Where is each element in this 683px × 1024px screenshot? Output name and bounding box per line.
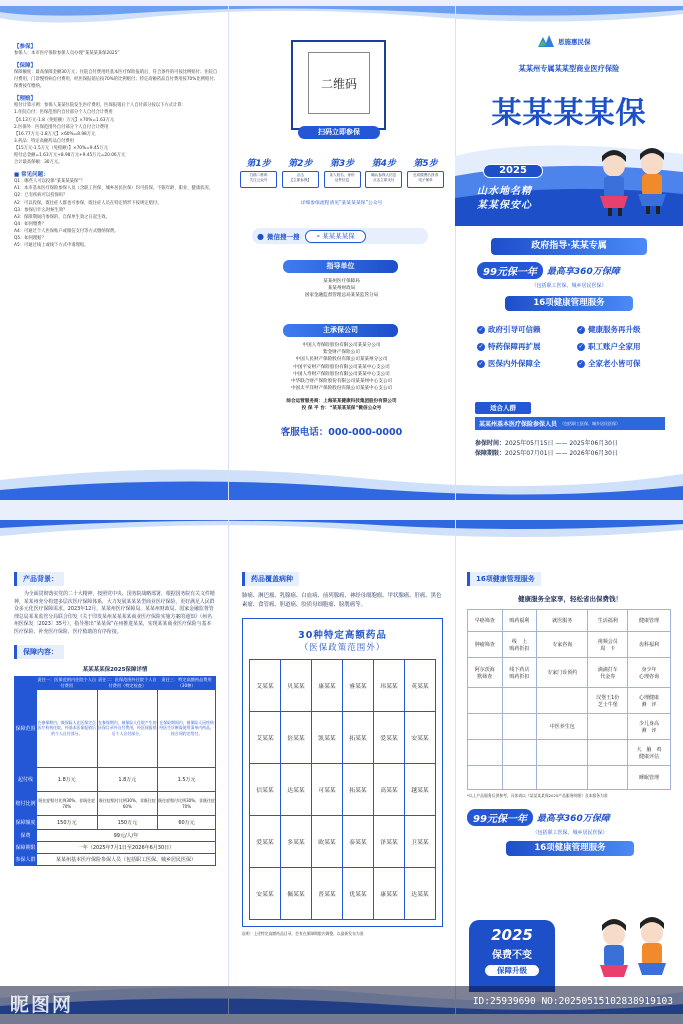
service-cell	[468, 766, 503, 790]
coverage-period-value: 2025年07月01日 —— 2026年06月30日	[505, 450, 618, 457]
wechat-search-label: 微信搜一搜	[266, 232, 300, 241]
guide-unit-label: 指导单位	[283, 260, 398, 273]
step-number: 第2步	[288, 159, 313, 169]
watermark-id: ID:25939690 NO:20250515102838919103	[472, 996, 673, 1007]
drug-panel	[228, 520, 455, 1014]
service-cell	[502, 766, 537, 790]
drug-cell: 越某某	[405, 764, 436, 816]
table-cell: 在参保期内，被保险人在医保定点医疗机构住院，经基本医保报销后的个人自付部分。	[37, 689, 98, 767]
faq-item: Q4：如何缴费？	[14, 221, 46, 227]
brochure-inner-side	[0, 520, 683, 1014]
service-cell: 身少年 心理咨询	[628, 658, 671, 688]
enroll-period-label: 参保时间：	[475, 440, 506, 447]
services-heading: 16项健康管理服务	[467, 572, 541, 586]
row-label: 保费	[15, 829, 37, 841]
qr-code-placeholder: 二维码	[308, 52, 370, 114]
row-label: 赔付比例	[15, 791, 37, 815]
service-platform: 投 保 平 台：“某某某某保”微信公众号	[301, 406, 382, 412]
drug-cell: 可某某	[312, 764, 343, 816]
table-row	[15, 815, 216, 829]
check-icon: ✓	[478, 325, 484, 333]
drug-cell: 泽某某	[374, 816, 405, 868]
fee-badge-year: 2025	[491, 926, 533, 944]
service-cell: 滴滴打车 代金券	[588, 658, 628, 688]
row-label: 参保人群	[15, 853, 37, 865]
coverage-note: （包括职工医保、城乡居民医保）	[532, 830, 608, 836]
target-people-label: 适合人群	[475, 402, 531, 414]
table-row	[468, 688, 671, 714]
row-label: 保障额度	[15, 815, 37, 829]
service-cell	[468, 714, 503, 740]
table-row	[250, 764, 436, 816]
drug-cell: 高某某	[374, 764, 405, 816]
brochure-outer-side	[0, 6, 683, 500]
faq-item: Q2：已有疾病可以投保吗？	[14, 193, 68, 199]
drug-cell: 普某某	[312, 868, 343, 920]
service-cell: 齿科福利	[628, 632, 671, 658]
faq-item: A3：保障期间内参保的，自保单生效之日起生效。	[14, 214, 110, 220]
faq-item: A4：可通过个人医保账户或微信支付等方式缴纳保费。	[14, 228, 119, 234]
drug-cell: 爱某某	[250, 816, 281, 868]
wechat-search-input[interactable]	[305, 230, 365, 243]
qr-code-frame[interactable]	[291, 40, 386, 130]
service-cell: 线 上 购药折扣	[502, 632, 537, 658]
service-cell: 肿瘤筛查	[468, 632, 503, 658]
service-cell	[468, 688, 503, 714]
insurer: 中华联合财产保险股份有限公司某某州中心支公司	[290, 379, 393, 385]
drug-box-title: 30种特定高额药品	[298, 630, 387, 641]
table-cell: 60万元	[158, 815, 216, 829]
calc-line: 3.药品：特定高额药品自付费用	[14, 138, 74, 144]
drug-cell: 信某某	[250, 764, 281, 816]
drug-cell: 安某某	[250, 868, 281, 920]
max-cover-text: 最高享360万保障	[536, 814, 610, 824]
step-number: 第1步	[246, 159, 271, 169]
service-cell	[502, 714, 537, 740]
guide-unit: 某某州医疗保障局	[323, 279, 360, 284]
table-cell: 在参保期内，被保险人住院产生的医保目录外自付费用，经医保报销后个人自付部分。	[97, 689, 158, 767]
service-cell: 中医养生包	[537, 714, 588, 740]
service-cell: 早癌筛查	[468, 610, 503, 632]
service-cell: 心理健康 测 评	[628, 688, 671, 714]
faq-item: A2：可以投保，既往症人群也可参保，既往症人员在特定情形下按规定赔付。	[14, 200, 162, 206]
search-icon: ⌕	[316, 231, 323, 240]
step-text: 录入姓名、身份 证件信息	[324, 171, 361, 188]
table-header-cell: 责任一：医保范围内住院个人自付费用	[37, 676, 97, 688]
enroll-period-value: 2025年05月15日 —— 2025年06月30日	[505, 440, 618, 447]
table-row	[250, 712, 436, 764]
drug-box-subtitle: （医保政策范围外）	[299, 643, 386, 653]
faq-item: A1：本市基本医疗保险参保人员（含职工医保、城乡居民医保）均可投保，不限年龄、职业、健康状况。	[14, 186, 214, 192]
coverage-table-title: 某某某某保2025保障详情	[82, 666, 148, 673]
service-cell: 就医服务	[537, 610, 588, 632]
step-number: 第3步	[329, 159, 355, 169]
table-row	[15, 841, 216, 853]
drug-cell: 艾某某	[250, 712, 281, 764]
cover-subtitle: 某某州专属某某型商业医疗保险	[518, 64, 620, 73]
mascot-girls-illustration	[590, 146, 678, 216]
enroll-text: 参保人：本市医疗保险参保人员办理“某某某某保2025”	[14, 51, 120, 56]
feature-item	[477, 358, 577, 369]
drug-box	[242, 618, 443, 927]
drug-cell: 爱某某	[374, 712, 405, 764]
coverage-note: （包括职工医保、城乡居民医保）	[531, 283, 607, 289]
service-cell: 生活福利	[588, 610, 628, 632]
feature-item	[577, 341, 677, 352]
step-2	[282, 156, 319, 188]
faq-item: Q5：如何理赔？	[14, 235, 46, 241]
table-row	[250, 660, 436, 712]
coverage-period-label: 保障期限：	[475, 450, 506, 457]
table-cell: 既往症赔付比例30%，非既往症70%	[37, 791, 98, 815]
phone-label: 客服电话：	[280, 427, 329, 438]
logo-text: 思施惠民保	[558, 37, 591, 46]
table-row	[468, 658, 671, 688]
background-heading: 产品背景：	[14, 572, 64, 586]
disease-heading: 药品覆盖病种	[242, 572, 299, 586]
drug-cell: 多某某	[281, 816, 312, 868]
service-cell: 专家门诊预约	[537, 658, 588, 688]
cover-panel	[455, 6, 683, 500]
drug-cell: 安某某	[405, 712, 436, 764]
table-cell: 1.8万元	[37, 767, 98, 791]
fee-badge-upgrade: 保障升级	[485, 965, 539, 976]
insurer: 中国太平洋财产保险股份有限公司某某中心支公司	[290, 386, 393, 392]
step-4	[365, 156, 402, 188]
step-1	[240, 156, 277, 188]
table-header-cell	[15, 676, 37, 689]
claim-heading: 【理赔】	[14, 96, 37, 103]
table-cell: 既往症赔付比例30%，非既往症70%	[158, 791, 216, 815]
calc-line: 【15万元-1.5万元（免赔额）】×70%=9.45万元	[14, 145, 108, 151]
wechat-search-bar[interactable]	[252, 228, 428, 244]
check-icon: ✓	[578, 325, 584, 333]
step-5	[407, 156, 444, 188]
service-cell	[588, 740, 628, 766]
max-cover-text: 最高享360万保障	[546, 267, 620, 277]
step-3	[324, 156, 361, 188]
insurer: 中国平安财产保险股份有限公司某某中心支公司	[293, 364, 390, 370]
step-number: 第5步	[413, 159, 438, 169]
feature-label: 特药保障再扩展	[488, 342, 541, 351]
feature-item	[577, 358, 677, 369]
feature-label: 全家老小皆可保	[588, 359, 641, 368]
target-people-note: （包括职工医保、城乡居民医保）	[560, 420, 621, 426]
insurer: 中国人寿财产保险股份有限公司某某中心支公司	[293, 371, 390, 377]
table-cell: 既往症赔付比例30%，非既往症60%	[97, 791, 158, 815]
drug-cell: 佩某某	[281, 868, 312, 920]
service-cell	[468, 740, 503, 766]
table-header-row	[15, 676, 216, 689]
service-cell: 汉堡王1份 芝士牛堡	[588, 688, 628, 714]
insurer-list	[228, 342, 455, 392]
phone-number: 000-000-0000	[328, 427, 403, 438]
service-cell: 线下药店 购药折扣	[502, 658, 537, 688]
table-header-cell: 责任二：医保范围外住院个人自付费用（特定检查）	[98, 676, 157, 688]
faq-item: Q3：参保后什么时候生效？	[14, 207, 68, 213]
table-row	[468, 632, 671, 658]
table-cell: 某某州基本医疗保险参保人员（包括职工医保、城乡居民医保）	[37, 853, 216, 865]
disease-list: 肺癌、淋巴瘤、乳腺癌、白血病、前列腺癌、神经母细胞瘤、甲状腺癌、肝癌、黑色素瘤、食管癌、胆道癌、胶质母细胞瘤、膀胱癌等。	[242, 593, 442, 608]
table-row	[468, 610, 671, 632]
service-cell: 大 脑 鸡 健康评估	[628, 740, 671, 766]
drug-cell: 英某某	[405, 660, 436, 712]
price-badge: 99元保一年	[477, 262, 543, 279]
insurer: 紫金财产保险公司	[323, 350, 360, 356]
row-label: 保障范围	[15, 689, 37, 767]
table-row	[468, 740, 671, 766]
faq-heading: ■ 常见问题：	[14, 172, 49, 179]
enroll-period	[475, 438, 618, 447]
service-cell: 视频会员 周 卡	[588, 632, 628, 658]
step-number: 第4步	[371, 159, 396, 169]
service-cell	[502, 740, 537, 766]
wechat-icon: ●	[257, 231, 264, 241]
mascot-girls-illustration	[590, 915, 678, 985]
table-cell: 1.5万元	[158, 767, 216, 791]
check-icon: ✓	[578, 359, 584, 367]
drug-cell: 泰某某	[343, 816, 374, 868]
background-panel	[0, 520, 228, 1014]
calc-line: 1.住院自付：医保范围内自付部分个人自付合计费用	[14, 110, 113, 116]
drug-cell: 凯某某	[312, 712, 343, 764]
table-row	[15, 791, 216, 815]
service-org: 综合运营服务商：上海某某健康科技集团股份有限公司	[286, 399, 397, 404]
slogan-line-1: 山水地名精	[477, 186, 532, 197]
fee-badge	[469, 920, 555, 992]
feature-label: 政府引导可信赖	[488, 325, 541, 334]
insurer: 中国人寿保险股份有限公司某某分公司	[302, 343, 381, 348]
service-cell: 购药福利	[502, 610, 537, 632]
table-row	[250, 868, 436, 920]
feature-item	[477, 341, 577, 352]
step-text: 点击 【立即参保】	[282, 171, 319, 188]
services-grid	[467, 609, 671, 790]
service-cell	[537, 766, 588, 790]
calc-line: 【4.13万元-1.8（免赔额）万元】×70%=1.63万元	[14, 117, 115, 123]
check-icon: ✓	[578, 342, 584, 350]
step-text: 确认参保人信息 点击立即支付	[365, 171, 402, 188]
drug-cell: 康某某	[374, 868, 405, 920]
faq-item: A5：可通过线上或线下方式申请理赔。	[14, 243, 89, 249]
drug-cell: 睿某某	[343, 660, 374, 712]
feature-label: 医保内外保障全	[488, 359, 541, 368]
table-cell: 1.8万元	[97, 767, 158, 791]
drug-grid	[249, 659, 436, 920]
drug-cell: 康某某	[312, 660, 343, 712]
table-row	[250, 816, 436, 868]
drug-footnote: 说明：上述特定高额药品目录，会有在保障期限内调整，以最新发布为准	[242, 931, 364, 936]
calc-list	[14, 109, 218, 166]
service-cell	[588, 766, 628, 790]
service-cell: 健康管理	[628, 610, 671, 632]
price-line	[467, 809, 673, 826]
drug-cell: 达某某	[405, 868, 436, 920]
drug-cell: 贝某某	[281, 660, 312, 712]
enroll-heading: 【参保】	[14, 44, 37, 50]
target-people-bar	[475, 417, 665, 430]
guide-unit-list	[228, 278, 455, 300]
claim-text: 赔付计算示例：参保人某某住院发生医疗费用，医保报销后个人自付部分按以下方式计算：	[14, 103, 186, 109]
guide-unit: 某某州财政局	[327, 286, 356, 292]
insurer-label: 主承保公司	[283, 324, 398, 337]
feature-item	[577, 324, 677, 335]
wechat-search-text: 某某某某保	[322, 231, 355, 240]
table-header-cell: 责任三：特定高额药品费用（30种）	[158, 676, 216, 689]
row-label: 保障期限	[15, 841, 37, 853]
service-cell	[537, 688, 588, 714]
guide-unit: 国家金融监督管理总局某某监管分局	[304, 293, 379, 299]
services-footnote: *以上产品服务仅供参考，具体请以《某某某某保2025产品服务明细》及本服务为准	[467, 793, 608, 798]
faq-list	[14, 178, 218, 249]
price-badge: 99元保一年	[467, 809, 533, 826]
coverage-heading: 【保障】	[14, 63, 37, 70]
drug-cell: 拓某某	[343, 764, 374, 816]
fee-badge-text: 保费不变	[492, 950, 532, 961]
drug-cell: 倍某某	[281, 712, 312, 764]
feature-list	[477, 324, 677, 369]
target-people-text: 某某州基本医疗保险参保人员	[479, 421, 558, 428]
service-cell: 专家咨询	[537, 632, 588, 658]
step-text: 扫描二维码 关注公众号	[240, 171, 277, 188]
faq-panel	[0, 6, 228, 500]
coverage-period	[475, 448, 618, 457]
drug-cell: 欧某某	[312, 816, 343, 868]
table-cell: 150万元	[37, 815, 98, 829]
table-row	[15, 767, 216, 791]
services-tagline: 健康服务全家享，轻松省出保费钱！	[518, 595, 622, 603]
drug-cell: 艾某某	[250, 660, 281, 712]
feature-label: 健康服务再升级	[588, 325, 641, 334]
service-cell	[537, 740, 588, 766]
service-cell	[502, 688, 537, 714]
service-cell: 睡眠管理	[628, 766, 671, 790]
check-icon: ✓	[478, 359, 484, 367]
service-info	[228, 398, 455, 412]
row-label: 起付线	[15, 767, 37, 791]
table-cell: 99元/人/年	[37, 829, 216, 841]
coverage-content-heading: 保障内容：	[14, 645, 64, 659]
service-cell: 少儿身高 测 评	[628, 714, 671, 740]
enroll-panel	[228, 6, 455, 500]
calc-line: 赔付总金额=1.63万元+8.98万元+9.45万元=20.06万元	[14, 153, 126, 159]
table-cell: 在保险期间内，被保险人因疾病经医生诊断需使用清单内药品，按合同约定给付。	[158, 689, 216, 767]
calc-line: 合计最高保额：30万元。	[14, 160, 63, 166]
scan-to-enroll-button[interactable]: 扫码立即参保	[298, 126, 380, 139]
table-cell: 150万元	[97, 815, 158, 829]
logo-icon	[537, 34, 555, 48]
insurer: 中国人民财产保险股份有限公司某某州分公司	[295, 357, 388, 363]
gov-guidance-ribbon: 政府指导·某某专属	[491, 238, 647, 255]
drug-cell: 拓某某	[343, 712, 374, 764]
check-icon: ✓	[478, 342, 484, 350]
step-note: 详细参保流程请见“某某某某保”公众号	[300, 201, 383, 206]
step-text: 完成缴费后获得 电子保单	[407, 171, 444, 188]
feature-label: 职工账户全家用	[588, 342, 641, 351]
year-badge: 2025	[483, 164, 543, 178]
table-row	[15, 689, 216, 767]
table-row	[15, 829, 216, 841]
enroll-steps	[240, 156, 444, 188]
brand-logo	[537, 34, 591, 48]
health-services-ribbon: 16项健康管理服务	[505, 296, 633, 311]
drug-cell: 优某某	[343, 868, 374, 920]
calc-line: 【16.77万元-1.8万元】×60%=8.98万元	[14, 131, 96, 137]
drug-cell: 卫某某	[405, 816, 436, 868]
feature-item	[477, 324, 577, 335]
background-text: 为全面贯彻落实党的二十大精神，按照党中央、国务院战略部署，根据国务院有关文件精神，某某州充分构建多层次医疗保障体系，大力发展某某某型商业医疗保险，更好满足人民群众多元化医疗保障需求。2023年12月，某某州医疗保障局、某某州财政局、国家金融监督管理总局某某监管分局联合印发《关于印发某州某某某某商业医疗保险实施方案的通知》（州名州医保发〔2023〕35号），指导推出“某某保”在州推进某某，实现某某商业医疗保险与基本医疗保险、补充医疗保险、医疗救助的有序衔接。	[14, 591, 215, 635]
calc-line: 2.医保外：医保范围外自付部分个人自付合计费用	[14, 124, 109, 130]
customer-service-phone[interactable]	[228, 424, 455, 438]
service-cell	[588, 714, 628, 740]
drug-cell: 玮某某	[374, 660, 405, 712]
drug-cell: 达某某	[281, 764, 312, 816]
slogan-line-2: 某某保安心	[477, 200, 532, 211]
table-row	[468, 766, 671, 790]
table-row	[468, 714, 671, 740]
faq-item: Q1：哪些人可以投保“某某某某保”？	[14, 179, 85, 185]
table-row	[15, 853, 216, 865]
watermark-logo: 昵图网	[10, 994, 74, 1016]
service-cell: 阿尔茨海 默筛查	[468, 658, 503, 688]
coverage-text: 保障额度：最高保障金额30万元；住院自付费用经基本医疗保险报销后，符合条件的可按比例赔付；住院自付费用，门诊慢特病自付费用，经医保报销后按70%的比例赔付；特定高额药品自付费用按70%比例赔付；保费按年缴纳。	[14, 70, 218, 90]
price-line	[477, 262, 663, 279]
cover-title: 某某某某保	[491, 96, 647, 131]
coverage-table	[14, 676, 216, 866]
table-cell: 一年（2025年7月1日至2026年6月30日）	[37, 841, 216, 853]
health-services-ribbon: 16项健康管理服务	[506, 841, 634, 856]
